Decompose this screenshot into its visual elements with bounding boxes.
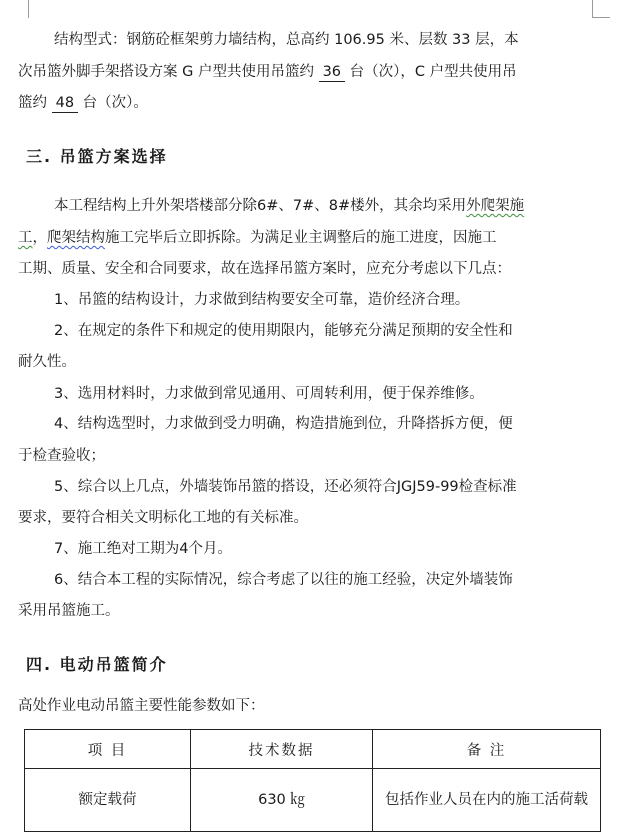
intro-line-3: 篮约 48 台（次）。 [18,95,148,111]
c-type-basket-count: 48 [52,95,78,113]
s3-item-2-line-2: 耐久性。 [18,354,76,370]
s3-item-6-line-1: 6、结合本工程的实际情况，综合考虑了以往的施工经验，决定外墙装饰 [54,572,513,588]
s3-item-3: 3、选用材料时，力求做到常见通用、可周转利用，便于保养维修。 [54,386,484,402]
s3-p1-line-2: 工，爬架结构施工完毕后立即拆除。为满足业主调整后的施工进度，因施工 [18,230,497,246]
g-type-basket-count: 36 [319,64,345,82]
s3-p1-line-3: 工期、质量、安全和合同要求，故在选择吊篮方案时，应充分考虑以下几点： [18,261,511,277]
intro-line-2: 次吊篮外脚手架搭设方案 G 户型共使用吊篮约 36 台（次），C 户型共使用吊 [18,64,517,80]
page-corner-mark-right [592,17,610,18]
section-4-heading: 四. 电动吊篮简介 [26,655,168,674]
page-corner-mark-right-vertical [592,0,593,18]
table-header-item: 项 目 [25,730,191,769]
s3-item-5-line-2: 要求，要符合相关文明标化工地的有关标准。 [18,510,308,526]
table-cell-item: 额定载荷 [25,769,191,832]
page-corner-mark-left [28,0,29,18]
s3-item-1: 1、吊篮的结构设计，力求做到结构要安全可靠，造价经济合理。 [54,292,470,308]
performance-params-table [24,729,601,832]
table-row [25,769,601,832]
intro-line-1: 结构型式：钢筋砼框架剪力墙结构，总高约 106.95 米、层数 33 层，本 [54,32,519,48]
s3-item-4-line-2: 于检查验收； [18,448,105,464]
table-cell-note: 包括作业人员在内的施工活荷载 [373,769,601,832]
table-cell-data: 630 ㎏ [191,769,373,832]
table-header-data: 技术数据 [191,730,373,769]
table-header-row [25,730,601,769]
s3-item-7: 7、施工绝对工期为4个月。 [54,541,232,557]
table-header-note: 备 注 [373,730,601,769]
s3-item-2-line-1: 2、在规定的条件下和规定的使用期限内，能够充分满足预期的安全性和 [54,323,513,339]
s3-item-5-line-1: 5、综合以上几点，外墙装饰吊篮的搭设，还必须符合JGJ59-99检查标准 [54,479,517,495]
s4-intro: 高处作业电动吊篮主要性能参数如下： [18,698,265,714]
s3-item-4-line-1: 4、结构选型时，力求做到受力明确，构造措施到位，升降搭拆方便，便 [54,416,513,432]
s3-p1-line-1: 本工程结构上升外架塔楼部分除6#、7#、8#楼外，其余均采用外爬架施 [54,198,525,214]
section-3-heading: 三. 吊篮方案选择 [26,147,168,166]
s3-item-6-line-2: 采用吊篮施工。 [18,603,120,619]
